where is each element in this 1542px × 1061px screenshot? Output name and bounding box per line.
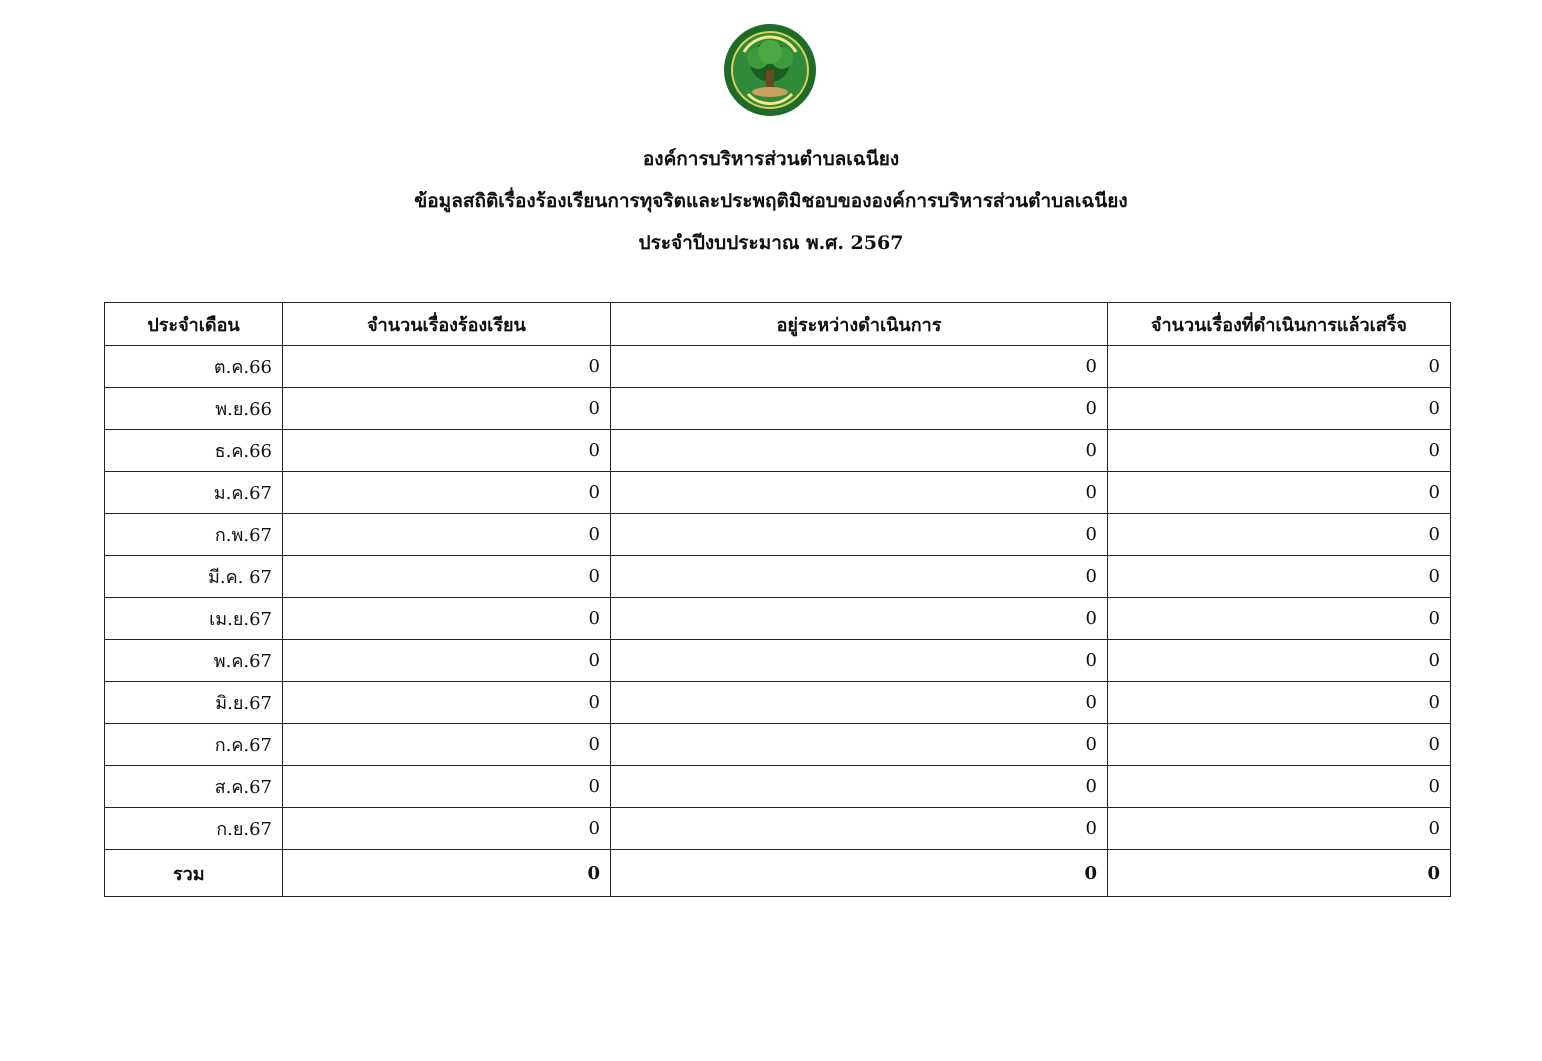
table-row <box>105 430 1451 472</box>
month-cell: พ.ย.66 <box>105 388 283 430</box>
month-cell: ต.ค.66 <box>105 346 283 388</box>
complaints-cell: 0 <box>283 472 611 514</box>
in-progress-cell: 0 <box>611 682 1108 724</box>
completed-cell: 0 <box>1108 472 1451 514</box>
completed-cell: 0 <box>1108 682 1451 724</box>
complaints-cell: 0 <box>283 640 611 682</box>
total-in-progress: 0 <box>611 850 1108 897</box>
completed-cell: 0 <box>1108 598 1451 640</box>
complaints-cell: 0 <box>283 724 611 766</box>
in-progress-cell: 0 <box>611 808 1108 850</box>
in-progress-cell: 0 <box>611 598 1108 640</box>
completed-cell: 0 <box>1108 640 1451 682</box>
in-progress-cell: 0 <box>611 724 1108 766</box>
report-title: ข้อมูลสถิติเรื่องร้องเรียนการทุจริตและประพฤติมิชอบขององค์การบริหารส่วนตำบลเฉนียง <box>414 190 1128 212</box>
month-cell: ก.ค.67 <box>105 724 283 766</box>
month-cell: พ.ค.67 <box>105 640 283 682</box>
table-row <box>105 388 1451 430</box>
table-row <box>105 640 1451 682</box>
complaints-cell: 0 <box>283 682 611 724</box>
table-row <box>105 682 1451 724</box>
complaints-cell: 0 <box>283 598 611 640</box>
document-header <box>0 142 1542 254</box>
month-cell: ส.ค.67 <box>105 766 283 808</box>
total-label: รวม <box>105 850 283 897</box>
table-header-row <box>105 303 1451 346</box>
month-cell: มิ.ย.67 <box>105 682 283 724</box>
completed-cell: 0 <box>1108 346 1451 388</box>
month-cell: ก.ย.67 <box>105 808 283 850</box>
header-month: ประจำเดือน <box>105 303 283 346</box>
complaints-cell: 0 <box>283 556 611 598</box>
month-cell: เม.ย.67 <box>105 598 283 640</box>
tambon-tree-seal-icon <box>722 22 818 118</box>
in-progress-cell: 0 <box>611 640 1108 682</box>
in-progress-cell: 0 <box>611 556 1108 598</box>
header-in-progress: อยู่ระหว่างดำเนินการ <box>611 303 1108 346</box>
total-completed: 0 <box>1108 850 1451 897</box>
completed-cell: 0 <box>1108 808 1451 850</box>
month-cell: ธ.ค.66 <box>105 430 283 472</box>
completed-cell: 0 <box>1108 724 1451 766</box>
month-cell: มี.ค. 67 <box>105 556 283 598</box>
in-progress-cell: 0 <box>611 472 1108 514</box>
table-row <box>105 724 1451 766</box>
completed-cell: 0 <box>1108 766 1451 808</box>
completed-cell: 0 <box>1108 556 1451 598</box>
table-row <box>105 766 1451 808</box>
complaints-cell: 0 <box>283 346 611 388</box>
complaints-cell: 0 <box>283 514 611 556</box>
total-row <box>105 850 1451 897</box>
fiscal-year-title: ประจำปีงบประมาณ พ.ศ. 2567 <box>638 232 904 254</box>
in-progress-cell: 0 <box>611 430 1108 472</box>
completed-cell: 0 <box>1108 514 1451 556</box>
table-row <box>105 472 1451 514</box>
table-row <box>105 556 1451 598</box>
complaint-statistics-table <box>104 302 1451 897</box>
in-progress-cell: 0 <box>611 388 1108 430</box>
complaints-cell: 0 <box>283 766 611 808</box>
in-progress-cell: 0 <box>611 766 1108 808</box>
month-cell: ม.ค.67 <box>105 472 283 514</box>
complaints-cell: 0 <box>283 430 611 472</box>
header-completed: จำนวนเรื่องที่ดำเนินการแล้วเสร็จ <box>1108 303 1451 346</box>
complaints-cell: 0 <box>283 388 611 430</box>
organization-title: องค์การบริหารส่วนตำบลเฉนียง <box>642 148 900 170</box>
table-row <box>105 346 1451 388</box>
header-complaints: จำนวนเรื่องร้องเรียน <box>283 303 611 346</box>
total-complaints: 0 <box>283 850 611 897</box>
completed-cell: 0 <box>1108 430 1451 472</box>
in-progress-cell: 0 <box>611 514 1108 556</box>
in-progress-cell: 0 <box>611 346 1108 388</box>
table-row <box>105 598 1451 640</box>
complaints-cell: 0 <box>283 808 611 850</box>
table-row <box>105 808 1451 850</box>
table-row <box>105 514 1451 556</box>
month-cell: ก.พ.67 <box>105 514 283 556</box>
completed-cell: 0 <box>1108 388 1451 430</box>
